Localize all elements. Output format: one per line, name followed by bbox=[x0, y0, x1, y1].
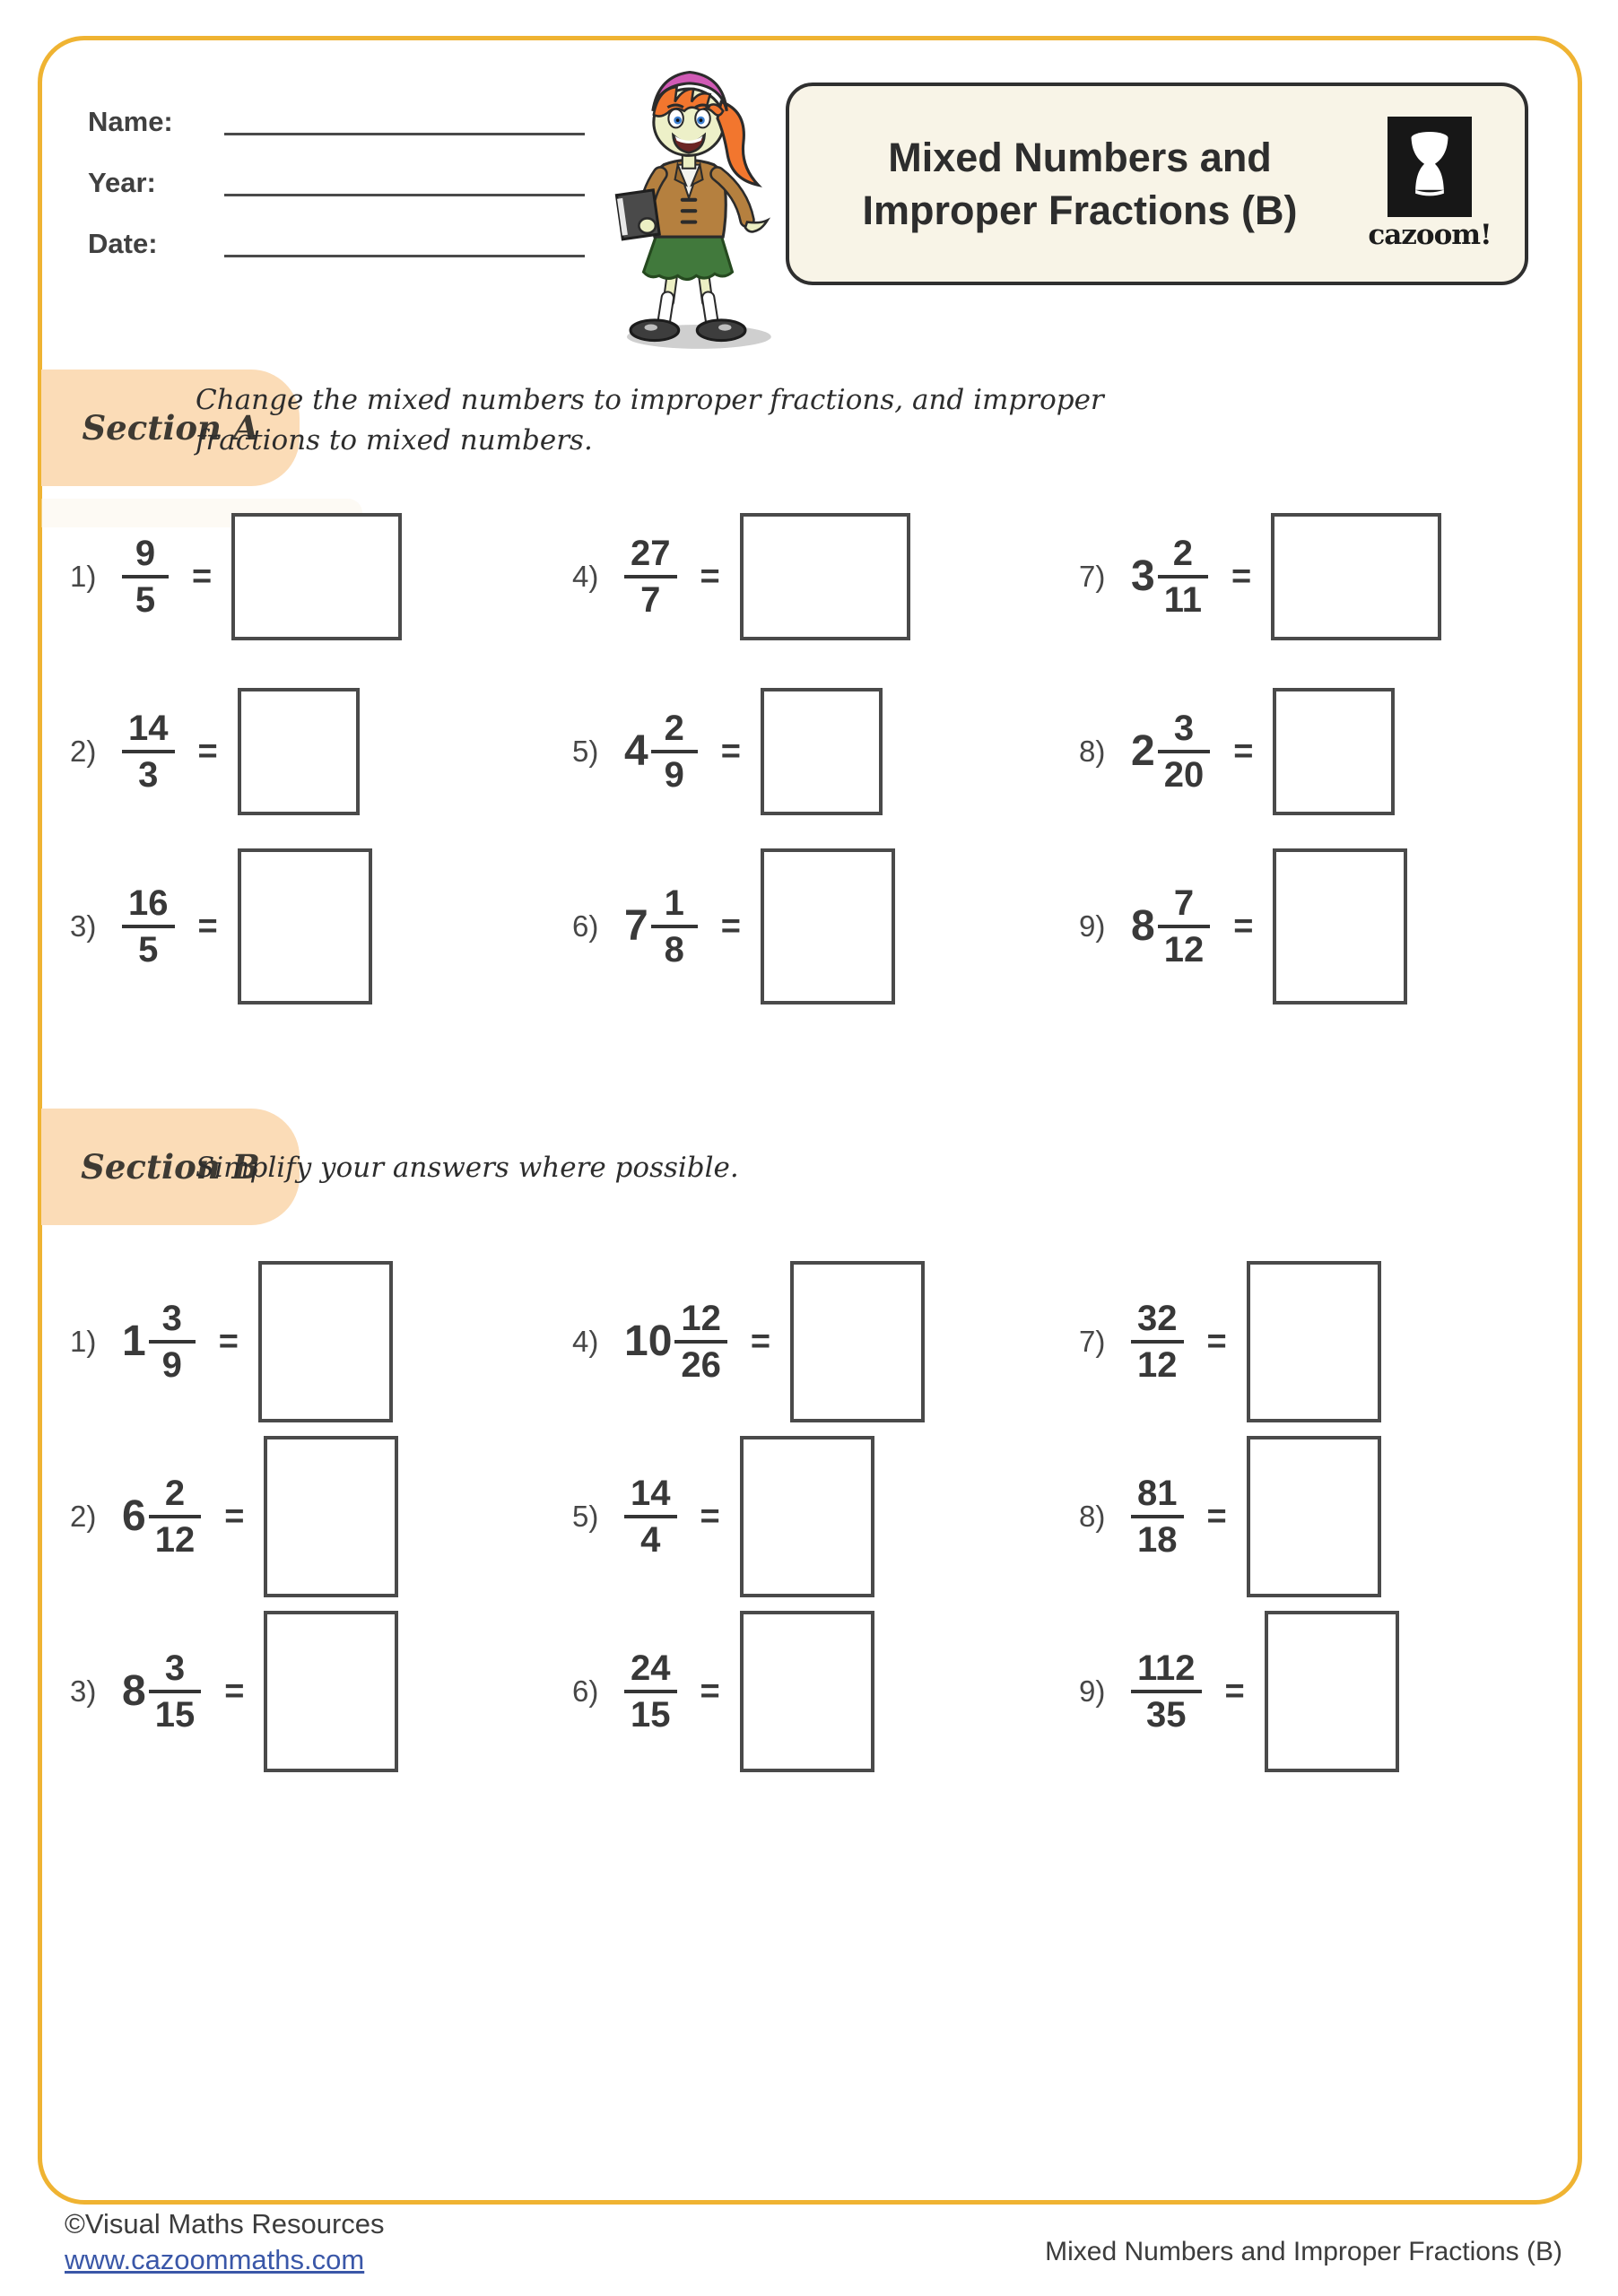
whole-number: 2 bbox=[1131, 726, 1155, 775]
fraction bbox=[122, 710, 175, 793]
problem-b-9 bbox=[1079, 1604, 1399, 1779]
numerator: 14 bbox=[128, 708, 169, 748]
denominator: 20 bbox=[1163, 754, 1205, 795]
problem-a-3 bbox=[70, 839, 572, 1013]
worksheet-title-box bbox=[786, 83, 1528, 285]
fraction-bar bbox=[674, 1340, 727, 1344]
problem-a-6 bbox=[572, 839, 1079, 1013]
denominator: 15 bbox=[631, 1694, 671, 1735]
problem-number: 8) bbox=[1079, 1500, 1106, 1533]
equals-sign: = bbox=[700, 1497, 720, 1535]
denominator: 12 bbox=[1137, 1344, 1178, 1385]
fraction-bar bbox=[651, 750, 698, 753]
fraction-bar bbox=[122, 575, 169, 578]
equals-sign: = bbox=[700, 1672, 720, 1710]
website-link[interactable]: www.cazoommaths.com bbox=[65, 2244, 365, 2275]
denominator: 12 bbox=[154, 1519, 196, 1560]
denominator: 5 bbox=[135, 579, 156, 620]
equals-sign: = bbox=[197, 732, 218, 770]
problem-number: 1) bbox=[70, 560, 97, 593]
numerator: 112 bbox=[1137, 1648, 1196, 1688]
cazoom-logo-text: cazoom! bbox=[1368, 219, 1492, 251]
section-a-problems bbox=[70, 489, 1441, 1013]
numerator: 81 bbox=[1137, 1473, 1178, 1513]
numerator: 2 bbox=[1172, 533, 1193, 573]
problem-number: 4) bbox=[572, 1325, 599, 1358]
numerator: 12 bbox=[681, 1298, 721, 1338]
title-line-2: Improper Fractions (B) bbox=[862, 187, 1298, 233]
problem-a-4 bbox=[572, 489, 1079, 664]
answer-box[interactable] bbox=[1247, 1436, 1381, 1597]
section-b-problems bbox=[70, 1254, 1399, 1779]
problem-number: 4) bbox=[572, 560, 599, 593]
denominator: 9 bbox=[664, 754, 684, 795]
fraction bbox=[674, 1300, 727, 1383]
problem-a-9 bbox=[1079, 839, 1441, 1013]
instruction-line: fractions to mixed numbers. bbox=[196, 424, 593, 457]
problem-number: 1) bbox=[70, 1325, 97, 1358]
equals-sign: = bbox=[700, 557, 720, 596]
whole-number: 1 bbox=[122, 1317, 146, 1365]
problem-number: 7) bbox=[1079, 1325, 1106, 1358]
answer-box[interactable] bbox=[740, 1611, 874, 1772]
answer-box[interactable] bbox=[790, 1261, 925, 1422]
fraction-bar bbox=[624, 575, 677, 578]
equals-sign: = bbox=[750, 1322, 771, 1361]
problem-number: 5) bbox=[572, 1500, 599, 1533]
answer-box[interactable] bbox=[1271, 513, 1441, 640]
answer-box[interactable] bbox=[1265, 1611, 1399, 1772]
problem-a-7 bbox=[1079, 489, 1441, 664]
problem-number: 5) bbox=[572, 735, 599, 768]
numerator: 1 bbox=[664, 883, 684, 923]
fraction bbox=[122, 885, 175, 968]
equals-sign: = bbox=[1233, 907, 1254, 945]
fraction bbox=[624, 1650, 677, 1733]
name-label: Name: bbox=[88, 106, 173, 137]
numerator: 9 bbox=[135, 533, 156, 573]
answer-box[interactable] bbox=[761, 848, 895, 1004]
date-input-line[interactable] bbox=[224, 228, 585, 257]
denominator: 11 bbox=[1163, 579, 1202, 620]
equals-sign: = bbox=[1206, 1497, 1227, 1535]
problem-number: 6) bbox=[572, 1674, 599, 1708]
section-a-instructions bbox=[196, 380, 1104, 462]
fraction-bar bbox=[651, 925, 698, 928]
instruction-line: Change the mixed numbers to improper fractions, and improper bbox=[196, 384, 1104, 416]
fraction bbox=[1131, 1650, 1202, 1733]
instruction-line: Simplify your answers where possible. bbox=[196, 1152, 739, 1184]
problem-b-6 bbox=[572, 1604, 1079, 1779]
problem-a-1 bbox=[70, 489, 572, 664]
denominator: 5 bbox=[138, 929, 159, 970]
fraction-bar bbox=[1131, 1515, 1184, 1518]
answer-box[interactable] bbox=[258, 1261, 393, 1422]
answer-box[interactable] bbox=[238, 848, 372, 1004]
title-line-1: Mixed Numbers and bbox=[888, 134, 1272, 180]
answer-box[interactable] bbox=[761, 688, 883, 815]
denominator: 9 bbox=[161, 1344, 182, 1385]
numerator: 3 bbox=[164, 1648, 186, 1688]
equals-sign: = bbox=[1206, 1322, 1227, 1361]
worksheet-title bbox=[789, 131, 1354, 238]
problem-b-5 bbox=[572, 1429, 1079, 1604]
problem-a-2 bbox=[70, 664, 572, 839]
section-b-instructions bbox=[196, 1148, 739, 1188]
equals-sign: = bbox=[197, 907, 218, 945]
problem-b-4 bbox=[572, 1254, 1079, 1429]
fraction-bar bbox=[1131, 1340, 1184, 1344]
denominator: 12 bbox=[1163, 929, 1205, 970]
fraction bbox=[651, 710, 698, 793]
numerator: 7 bbox=[1173, 883, 1195, 923]
equals-sign: = bbox=[720, 732, 741, 770]
date-label: Date: bbox=[88, 228, 158, 259]
cazoom-logo bbox=[1354, 117, 1505, 251]
numerator: 16 bbox=[128, 883, 169, 923]
fraction-bar bbox=[149, 1340, 196, 1344]
fraction-bar bbox=[122, 750, 175, 753]
fraction bbox=[1158, 535, 1208, 618]
denominator: 18 bbox=[1137, 1519, 1178, 1560]
answer-box[interactable] bbox=[1273, 688, 1395, 815]
answer-box[interactable] bbox=[238, 688, 360, 815]
section-a-label: Section A bbox=[41, 370, 300, 486]
problem-number: 9) bbox=[1079, 909, 1106, 943]
equals-sign: = bbox=[224, 1672, 245, 1710]
fraction-bar bbox=[624, 1690, 677, 1693]
whole-number: 8 bbox=[122, 1666, 146, 1715]
answer-box[interactable] bbox=[264, 1436, 398, 1597]
date-field-row bbox=[88, 228, 585, 257]
denominator: 35 bbox=[1146, 1694, 1187, 1735]
numerator: 27 bbox=[631, 533, 671, 573]
answer-box[interactable] bbox=[264, 1611, 398, 1772]
equals-sign: = bbox=[218, 1322, 239, 1361]
whole-number: 6 bbox=[122, 1492, 146, 1540]
denominator: 7 bbox=[640, 579, 661, 620]
denominator: 4 bbox=[640, 1519, 661, 1560]
equals-sign: = bbox=[1231, 557, 1252, 596]
fraction-bar bbox=[1131, 1690, 1202, 1693]
problem-number: 7) bbox=[1079, 560, 1106, 593]
numerator: 2 bbox=[664, 708, 684, 748]
fraction-bar bbox=[149, 1690, 202, 1693]
answer-box[interactable] bbox=[740, 513, 910, 640]
problem-a-8 bbox=[1079, 664, 1441, 839]
whole-number: 8 bbox=[1131, 901, 1155, 950]
whole-number: 7 bbox=[624, 901, 648, 950]
fraction-bar bbox=[624, 1515, 677, 1518]
fraction-bar bbox=[1158, 925, 1211, 928]
problem-b-3 bbox=[70, 1604, 572, 1779]
fraction bbox=[1131, 1300, 1184, 1383]
whole-number: 10 bbox=[624, 1317, 673, 1365]
problem-b-1 bbox=[70, 1254, 572, 1429]
denominator: 15 bbox=[154, 1694, 196, 1735]
fraction bbox=[149, 1475, 202, 1558]
fraction bbox=[149, 1300, 196, 1383]
footer-worksheet-title: Mixed Numbers and Improper Fractions (B) bbox=[1045, 2237, 1562, 2266]
equals-sign: = bbox=[1224, 1672, 1245, 1710]
numerator: 3 bbox=[1173, 708, 1195, 748]
problem-number: 8) bbox=[1079, 735, 1106, 768]
problem-b-8 bbox=[1079, 1429, 1399, 1604]
year-field-row bbox=[88, 167, 585, 196]
numerator: 14 bbox=[631, 1473, 671, 1513]
numerator: 32 bbox=[1137, 1298, 1178, 1338]
answer-box[interactable] bbox=[1273, 848, 1407, 1004]
numerator: 2 bbox=[164, 1473, 186, 1513]
fraction-bar bbox=[122, 925, 175, 928]
fraction bbox=[651, 885, 698, 968]
denominator: 26 bbox=[681, 1344, 721, 1385]
problem-a-5 bbox=[572, 664, 1079, 839]
section-b-label: Section B bbox=[41, 1109, 300, 1225]
denominator: 3 bbox=[138, 754, 159, 795]
year-label: Year: bbox=[88, 167, 156, 198]
problem-b-2 bbox=[70, 1429, 572, 1604]
answer-box[interactable] bbox=[740, 1436, 874, 1597]
whole-number: 3 bbox=[1131, 552, 1155, 600]
fraction-bar bbox=[149, 1515, 202, 1518]
numerator: 24 bbox=[631, 1648, 671, 1688]
whole-number: 4 bbox=[624, 726, 648, 775]
problem-number: 9) bbox=[1079, 1674, 1106, 1708]
fraction-bar bbox=[1158, 750, 1211, 753]
fraction bbox=[624, 1475, 677, 1558]
problem-b-7 bbox=[1079, 1254, 1399, 1429]
copyright-text: ©Visual Maths Resources bbox=[65, 2208, 385, 2239]
problem-number: 3) bbox=[70, 1674, 97, 1708]
answer-box[interactable] bbox=[231, 513, 402, 640]
fraction bbox=[624, 535, 677, 618]
problem-number: 2) bbox=[70, 735, 97, 768]
fraction bbox=[1131, 1475, 1184, 1558]
problem-number: 2) bbox=[70, 1500, 97, 1533]
problem-number: 3) bbox=[70, 909, 97, 943]
year-input-line[interactable] bbox=[224, 167, 585, 196]
problem-number: 6) bbox=[572, 909, 599, 943]
denominator: 8 bbox=[664, 929, 684, 970]
fraction bbox=[149, 1650, 202, 1733]
equals-sign: = bbox=[224, 1497, 245, 1535]
equals-sign: = bbox=[192, 557, 213, 596]
fraction bbox=[1158, 885, 1211, 968]
fraction-bar bbox=[1158, 575, 1208, 578]
fraction bbox=[1158, 710, 1211, 793]
name-input-line[interactable] bbox=[224, 106, 585, 135]
equals-sign: = bbox=[1233, 732, 1254, 770]
answer-box[interactable] bbox=[1247, 1261, 1381, 1422]
student-illustration bbox=[581, 57, 795, 358]
equals-sign: = bbox=[720, 907, 741, 945]
djembe-drum-icon bbox=[1387, 117, 1472, 217]
name-field-row bbox=[88, 106, 585, 135]
fraction bbox=[122, 535, 169, 618]
numerator: 3 bbox=[161, 1298, 182, 1338]
